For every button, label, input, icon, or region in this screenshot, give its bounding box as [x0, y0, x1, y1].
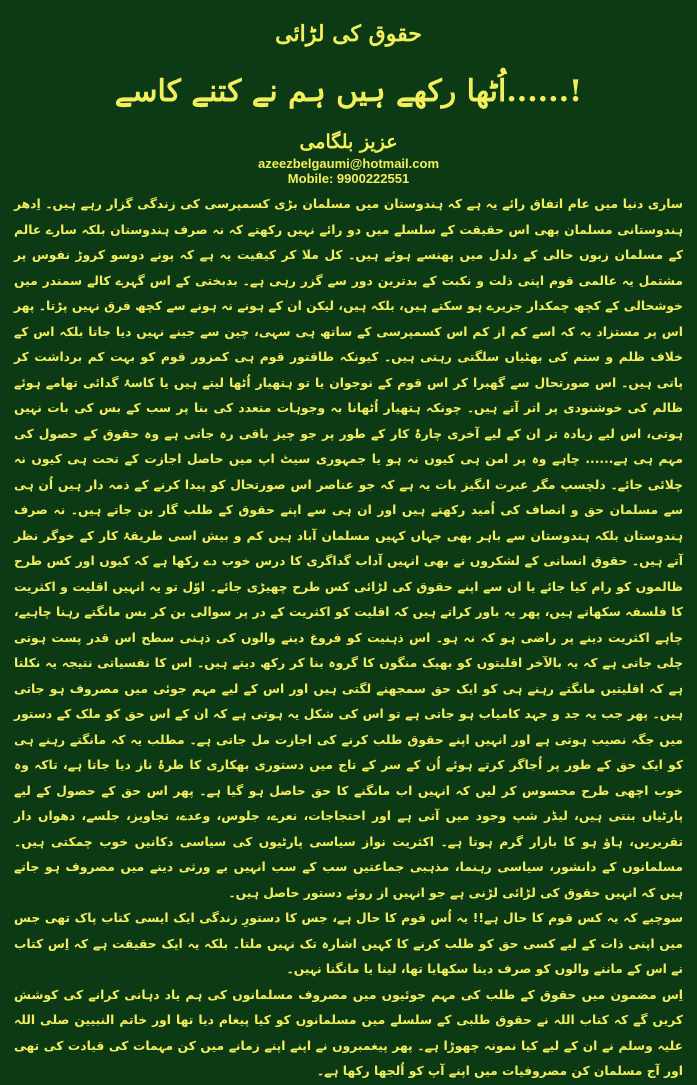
- paragraph: ساری دنیا میں عام اتفاق رائے یہ ہے کہ ہندوستان میں مسلمان بڑی کسمپرسی کی زندگی گزار رہے ہیں۔ اِدھر ہندوستانی مسلمان بھی اس حقیقت کے سلسلے میں دو رائے نہیں رکھتے کہ نہ صرف ہندوستان بلکہ سارے عالم کے مسلمان زبوں حالی کے دلدل میں پھنسے ہوئے ہیں۔ کل ملا کر کیفیت یہ ہے کہ پونے دوسو کروڑ نفوس پر مشتمل یہ عالمی قوم اپنی ذلت و نکبت کے بدترین دور سے گزر رہی ہے۔ بدبختی کے اس گہرے کالے سمندر میں خوشحالی کے کچھ چمکدار جزیرے ہو سکتے ہیں، بلکہ ہیں، لیکن ان کے ہونے نہ ہونے سے کچھ فرق نہیں پڑتا۔ پھر اس پر مستزاد یہ کہ اسے کم از کم اس کسمپرسی کے ساتھ ہی سہی، چین سے جینے نہیں دیا جاتا بلکہ اس کے خلاف ظلم و ستم کی بھٹیاں سلگتی رہتی ہیں۔ کیونکہ طاقتور قوم ہی کمزور قوم کو بہت کم برداشت کر پاتی ہیں۔ اس صورتحال سے گھبرا کر اس قوم کے نوجوان یا تو ہتھیار اُٹھا لیتے ہیں یا کاسۂ گدائی تھامے ہوئے ظالم کی خوشنودی پر اتر آتے ہیں۔ چونکہ ہتھیار اُٹھانا بہ وجوہات متعدد کی بنا پر سب کے بس کی بات نہیں ہوتی، اس لیے زیادہ تر ان کے لیے آخری چارۂ کار کے طور پر جو چیز باقی رہ جاتی ہے وہ حقوق کے حصول کی مہم ہی ہے...... چاہے وہ پر امن ہی کیوں نہ ہو یا جمہوری سیٹ اپ میں حاصل اجازت کے تحت ہی کیوں نہ چلائی جائے۔ دلچسپ مگر عبرت انگیز بات یہ ہے کہ جو عناصر اس صورتحال کو پیدا کرنے کے ذمہ دار ہیں اُن ہی سے مسلمان حق و انصاف کی اُمید رکھتے ہیں اور ان ہی سے اپنے حقوق کے طلب گار بن جاتے ہیں۔ نہ صرف ہندوستان بلکہ ہندوستان سے باہر بھی جہاں کہیں مسلمان آباد ہیں کم و بیش اسی طریقۂ کار کے خوگر نظر آتے ہیں۔ حقوق انسانی کے لشکروں نے بھی انہیں آداب گداگری کا درس خوب دے رکھا ہے کہ کیوں اور کس طرح ظالموں کو رام کیا جائے یا ان سے اپنے حقوق کی لڑائی کس طرح چھیڑی جائے۔ اوّل تو یہ انہیں اقلیت و اکثریت کا فلسفہ سکھاتے ہیں، پھر یہ باور کراتے ہیں کہ اقلیت کو اکثریت کے در پر سوالی بن کر بس مانگتے رہنا چاہیے، چاہے اکثریت دینے پر راضی ہو کہ نہ ہو۔ اس ذہنیت کو فروغ دینے والوں کی ذہنی سطح اس قدر پست ہوتی چلی جاتی ہے کہ یہ بالآخر اقلیتوں کو بھیک منگوں کا گروہ بنا کر رکھ دیتے ہیں۔ اس کا نفسیاتی نتیجہ یہ نکلتا ہے کہ اقلیتیں مانگتے رہنے ہی کو ایک حق سمجھنے لگتی ہیں اور اس کے لیے مہم جوئی میں مصروف ہو جاتی ہیں۔ پھر جب یہ جد و جہد کامیاب ہو جاتی ہے تو اس کی شکل یہ ہوتی ہے کہ ان کے اس حق کو ملک کے دستور میں جگہ نصیب ہوتی ہے اور انہیں اپنے حقوق طلب کرنے کی اجازت مل جاتی ہے۔ مطلب یہ کہ مانگتے رہنے ہی کو ایک حق کے طور پر اُجاگر کرتے ہوئے اُن کے سر کے تاج میں دستوری بھکاری کا طرۂ ناز دیا جاتا ہے، تاکہ وہ خوب اچھی طرح محسوس کر لیں کہ انہیں اب مانگنے کا حق حاصل ہو گیا ہے۔ پھر اس حق کے حصول کے لیے پارٹیاں بنتی ہیں، لیڈر شپ وجود میں آتی ہے اور احتجاجات، نعرے، جلوس، وعدے، تجاویز، جلسے، دھواں دار تقریریں، ہاؤ ہو کا بازار گرم ہوتا ہے۔ اکثریت نواز سیاسی پارٹیوں کی سیاسی دکانیں خوب چمکتی ہیں۔ مسلمانوں کے دانشور، سیاسی رہنما، مذہبی جماعتیں سب کے سب انہیں بے ورثی دینے میں مصروف ہو جاتے ہیں کہ انہیں حقوق کی لڑائی لڑنی ہے جو انہیں از روئے دستور حاصل ہیں۔: [14, 197, 683, 900]
- paragraph: سوچیے کہ یہ کس قوم کا حال ہے!! یہ اُس قوم کا حال ہے، جس کا دستورِ زندگی ایک ایسی کتاب پاک تھی جس میں اپنی ذات کے لیے کسی حق کو طلب کرنے کا کہیں اشارہ تک نہیں ملتا۔ بلکہ یہ ایک حقیقت ہے کہ اِس کتاب نے اس کے ماننے والوں کو صرف دینا سکھایا تھا، لینا یا مانگنا نہیں۔: [14, 911, 683, 976]
- author-mobile: Mobile: 9900222551: [287, 171, 410, 186]
- article-body: [14, 192, 683, 1085]
- author-email: azeezbelgaumi@hotmail.com: [258, 156, 439, 171]
- paragraph: اِس مضمون میں حقوق کے طلب کی مہم جوئیوں میں مصروف مسلمانوں کی ہم یاد دہانی کرانے کی کوشش کریں گے کہ کتاب اللہ نے حقوق طلبی کے سلسلے میں مسلمانوں کو کیا پیغام دیا تھا اور خاتم النبیین صلی اللہ علیہ وسلم نے ان کے لیے کیا نمونہ چھوڑا ہے۔ پھر پیغمبروں نے اپنے اپنے زمانے میں کن مہمات کی قیادت کی تھی اور آج مسلمان کن مصروفیات میں اپنے آپ کو اُلجھا رکھا ہے۔: [14, 987, 683, 1078]
- author-name: عزیز بلگامی: [299, 131, 398, 153]
- document-title: حقوق کی لڑائی: [275, 21, 422, 47]
- article-headline: اُٹھا رکھے ہیں ہم نے کتنے کاسے......!: [114, 74, 583, 109]
